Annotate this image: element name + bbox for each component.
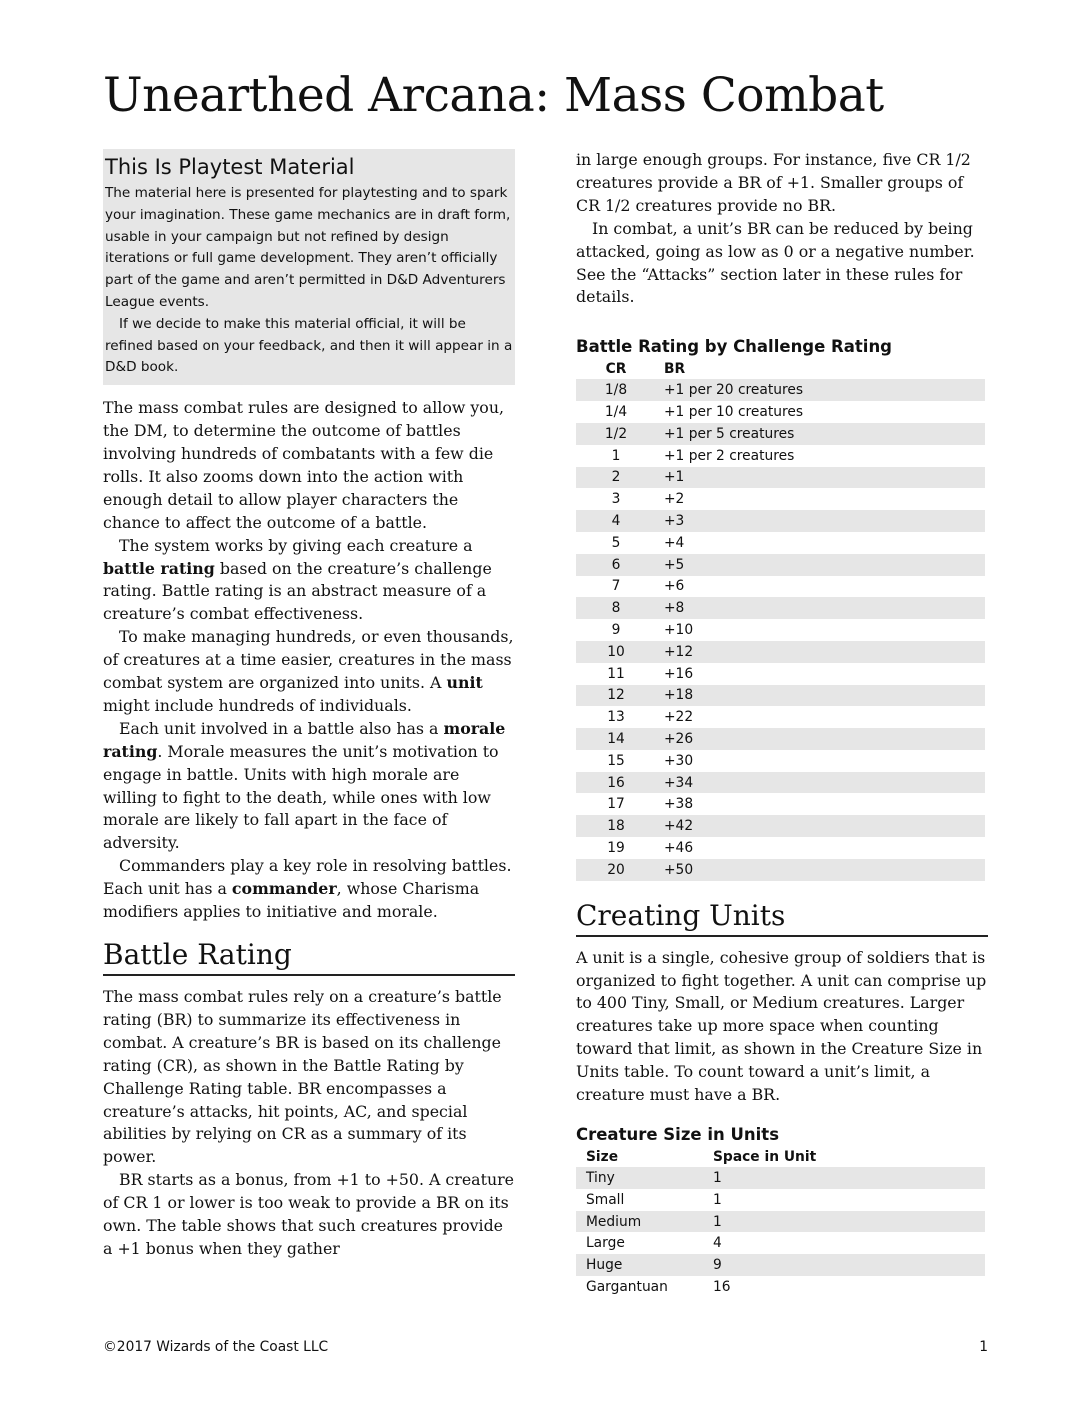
table-header: Size	[586, 1149, 619, 1166]
table-cell: 13	[607, 709, 625, 726]
table-cell: +8	[664, 600, 685, 617]
table-cell: 7	[611, 578, 621, 595]
table-cell: Small	[586, 1191, 625, 1208]
table-cell: 5	[611, 534, 621, 551]
table-row	[576, 379, 985, 401]
table-header: BR	[664, 361, 686, 378]
sidebar-paragraph: If we decide to make this material official, it will be refined based on your feedback, and then it will appear in a D&D book.	[105, 315, 513, 376]
body-paragraph: The mass combat rules rely on a creature’s battle rating (BR) to summarize its effectiveness in combat. A creature’s BR is based on its challenge rating (CR), as shown in the Battle Rating by Challenge Rating table. BR encompasses a creature’s attacks, hit points, AC, and special abilities by relying on CR as a summary of its power.	[103, 987, 502, 1167]
table-cell: Large	[586, 1235, 625, 1252]
table-cell: 6	[611, 556, 621, 573]
table-cell: +1 per 10 creatures	[664, 404, 804, 421]
creature-size-table	[576, 1147, 985, 1298]
table-cell: +3	[664, 513, 685, 530]
body-paragraph: To make managing hundreds, or even thousands, of creatures at a time easier, creatures in the mass combat system are organized into units. A unit might include hundreds of individuals.	[103, 627, 514, 715]
table-cell: 2	[611, 469, 621, 486]
table-row	[576, 1189, 985, 1211]
table-cell: 3	[611, 491, 621, 508]
body-paragraph: In combat, a unit’s BR can be reduced by being attacked, going as low as 0 or a negative number. See the “Attacks” section later in these rules for details.	[576, 218, 975, 307]
table-cell: +50	[664, 861, 694, 878]
table-cell: 16	[607, 774, 625, 791]
battle-rating-table	[576, 359, 985, 880]
table-cell: +30	[664, 752, 694, 769]
table-cell: +5	[664, 556, 685, 573]
term-unit: unit	[446, 673, 483, 693]
table-row	[576, 445, 985, 467]
table-cell: +22	[664, 709, 694, 726]
table-cell: +34	[664, 774, 694, 791]
table-cell: +46	[664, 839, 694, 856]
table-cell: 1/4	[604, 404, 628, 421]
term-commander: commander	[231, 879, 337, 899]
table-cell: +12	[664, 643, 694, 660]
table-cell: 1/2	[604, 425, 628, 442]
table-row	[576, 1276, 985, 1298]
table-row	[576, 1254, 985, 1276]
body-paragraph: The mass combat rules are designed to allow you, the DM, to determine the outcome of battles involving hundreds of combatants with a few die rolls. It also zooms down into the action with enough detail to allow player characters the chance to affect the outcome of a battle.	[103, 398, 505, 532]
left-body	[103, 397, 515, 1261]
table-cell: +6	[664, 578, 685, 595]
table-row	[576, 815, 985, 837]
table-row	[576, 641, 985, 663]
table-cell: 14	[607, 730, 625, 747]
table-row	[576, 837, 985, 859]
playtest-sidebar	[103, 149, 515, 385]
page-title: Unearthed Arcana: Mass Combat	[103, 68, 884, 123]
table-cell: +4	[664, 534, 685, 551]
table-row	[576, 488, 985, 510]
table-cell: 11	[607, 665, 625, 682]
table-cell: 15	[607, 752, 625, 769]
page-number: 1	[979, 1339, 988, 1355]
table-cell: +10	[664, 622, 694, 638]
footer-copyright: ©2017 Wizards of the Coast LLC	[103, 1339, 329, 1355]
table-row	[576, 532, 985, 554]
table-cell: Medium	[586, 1213, 642, 1230]
term-battle-rating: battle rating	[103, 558, 215, 578]
table-row	[576, 554, 985, 576]
table-cell: 9	[611, 622, 621, 638]
table-row	[576, 663, 985, 685]
table-cell: 19	[607, 839, 625, 856]
table-row	[576, 706, 985, 728]
table-cell: 4	[713, 1235, 722, 1252]
table-row	[576, 1167, 985, 1189]
table-cell: Huge	[586, 1257, 623, 1274]
body-paragraph: Commanders play a key role in resolving battles. Each unit has a commander, whose Charisma modifiers applies to initiative and morale.	[103, 856, 512, 922]
table-cell: +1 per 20 creatures	[664, 382, 804, 399]
table-row	[576, 467, 985, 489]
table-header: Space in Unit	[713, 1149, 817, 1166]
section-heading-battle-rating: Battle Rating	[103, 936, 515, 976]
table-cell: +1 per 5 creatures	[664, 425, 795, 442]
table-cell: Tiny	[586, 1169, 615, 1186]
table-cell: 4	[611, 513, 621, 530]
table-row	[576, 619, 985, 641]
table-cell: 12	[607, 687, 625, 704]
body-paragraph: BR starts as a bonus, from +1 to +50. A creature of CR 1 or lower is too weak to provide a BR on its own. The table shows that such creatures provide a +1 bonus when they gather	[103, 1170, 515, 1258]
table-cell: +1 per 2 creatures	[664, 447, 795, 464]
table-cell: +38	[664, 796, 694, 813]
table-cell: +18	[664, 687, 694, 704]
table-cell: +1	[664, 469, 685, 486]
table-cell: 18	[607, 818, 625, 835]
body-paragraph: Each unit involved in a battle also has a morale rating. Morale measures the unit’s motivation to engage in battle. Units with high morale are willing to fight to the death, while ones with low morale are likely to fall apart in the face of adversity.	[103, 718, 506, 853]
table-row	[576, 685, 985, 707]
table-row	[576, 576, 985, 598]
table-cell: 8	[611, 600, 621, 617]
table-cell: +16	[664, 665, 694, 682]
sidebar-heading: This Is Playtest Material	[105, 155, 355, 179]
body-paragraph: A unit is a single, cohesive group of soldiers that is organized to fight together. A unit can comprise up to 400 Tiny, Small, or Medium creatures. Larger creatures take up more space when counting toward that limit, as shown in the Creature Size in Units table. To count toward a unit’s limit, a creature must have a BR.	[576, 947, 987, 1105]
table-cell: 1	[713, 1191, 722, 1208]
table-cell: 1	[713, 1169, 722, 1186]
term-morale-rating: morale rating	[103, 718, 506, 761]
body-paragraph: The system works by giving each creature a battle rating based on the creature’s challenge rating. Battle rating is an abstract measure of a creature’s combat effectiveness.	[103, 535, 492, 624]
table-cell: 17	[607, 796, 625, 813]
table-row	[576, 859, 985, 881]
table-row	[576, 510, 985, 532]
table-row	[576, 401, 985, 423]
section-heading-creating-units: Creating Units	[576, 897, 988, 937]
table-cell: 9	[713, 1257, 722, 1274]
table-row	[576, 1232, 985, 1254]
table-row	[576, 793, 985, 815]
table-row	[576, 1211, 985, 1233]
table-cell: 16	[713, 1278, 731, 1295]
table-cell: 20	[607, 861, 625, 878]
table-cell: Gargantuan	[586, 1278, 668, 1295]
table-row	[576, 728, 985, 750]
left-column	[103, 149, 515, 1261]
right-column	[576, 149, 988, 1298]
table-row	[576, 772, 985, 794]
table-cell: 1	[611, 447, 621, 464]
table-cell: +26	[664, 730, 694, 747]
table-row	[576, 423, 985, 445]
table-cell: 1/8	[604, 382, 628, 399]
table-cell: 1	[713, 1213, 722, 1230]
table-row	[576, 597, 985, 619]
right-body	[576, 149, 988, 309]
table-cell: +2	[664, 491, 685, 508]
table-cell: +42	[664, 818, 694, 835]
body-paragraph: in large enough groups. For instance, five CR 1/2 creatures provide a BR of +1. Smaller groups of CR 1/2 creatures provide no BR.	[576, 150, 971, 215]
table-header: CR	[605, 361, 627, 378]
table-cell: 10	[607, 643, 625, 660]
table-title-battle-rating: Battle Rating by Challenge Rating	[576, 337, 892, 357]
sidebar-paragraph: The material here is presented for playtesting and to spark your imagination. These game mechanics are in draft form, usable in your campaign but not refined by design iterations or full game development. They aren’t officially part of the game and aren’t permitted in D&D Adventurers League events.	[105, 185, 511, 310]
table-row	[576, 750, 985, 772]
table-title-creature-size: Creature Size in Units	[576, 1125, 780, 1145]
